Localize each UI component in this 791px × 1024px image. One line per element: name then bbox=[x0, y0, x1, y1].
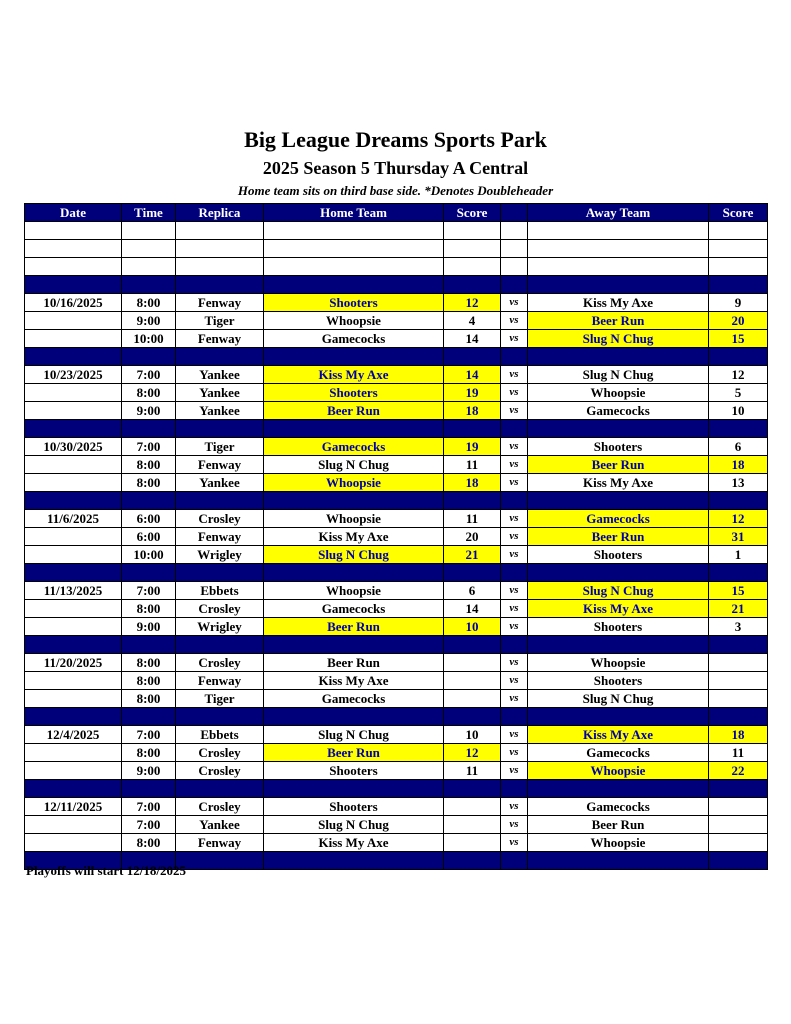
game-replica: Fenway bbox=[176, 528, 264, 546]
away-team: Shooters bbox=[528, 438, 709, 456]
away-team: Shooters bbox=[528, 672, 709, 690]
game-time: 8:00 bbox=[122, 654, 176, 672]
game-date bbox=[25, 402, 122, 420]
game-date bbox=[25, 384, 122, 402]
game-time: 7:00 bbox=[122, 798, 176, 816]
away-score: 20 bbox=[709, 312, 768, 330]
away-team: Beer Run bbox=[528, 816, 709, 834]
vs-label: vs bbox=[501, 312, 528, 330]
game-time: 8:00 bbox=[122, 294, 176, 312]
vs-label: vs bbox=[501, 816, 528, 834]
game-row bbox=[25, 726, 768, 744]
away-team: Kiss My Axe bbox=[528, 474, 709, 492]
home-score: 11 bbox=[444, 510, 501, 528]
game-replica: Fenway bbox=[176, 456, 264, 474]
vs-label: vs bbox=[501, 762, 528, 780]
vs-label: vs bbox=[501, 672, 528, 690]
away-score: 12 bbox=[709, 510, 768, 528]
game-date bbox=[25, 528, 122, 546]
away-score: 5 bbox=[709, 384, 768, 402]
away-score bbox=[709, 690, 768, 708]
game-row bbox=[25, 690, 768, 708]
game-time: 10:00 bbox=[122, 546, 176, 564]
away-team: Whoopsie bbox=[528, 654, 709, 672]
home-team: Gamecocks bbox=[264, 438, 444, 456]
game-time: 10:00 bbox=[122, 330, 176, 348]
away-team: Whoopsie bbox=[528, 384, 709, 402]
game-date: 11/6/2025 bbox=[25, 510, 122, 528]
game-row bbox=[25, 762, 768, 780]
game-time: 8:00 bbox=[122, 384, 176, 402]
game-time: 6:00 bbox=[122, 510, 176, 528]
game-replica: Yankee bbox=[176, 366, 264, 384]
game-row bbox=[25, 312, 768, 330]
game-row bbox=[25, 366, 768, 384]
away-team: Kiss My Axe bbox=[528, 294, 709, 312]
home-score: 14 bbox=[444, 600, 501, 618]
home-team: Kiss My Axe bbox=[264, 366, 444, 384]
home-team: Shooters bbox=[264, 384, 444, 402]
home-team: Beer Run bbox=[264, 618, 444, 636]
vs-label: vs bbox=[501, 474, 528, 492]
home-team: Kiss My Axe bbox=[264, 672, 444, 690]
vs-label: vs bbox=[501, 456, 528, 474]
home-team: Slug N Chug bbox=[264, 726, 444, 744]
week-separator bbox=[25, 420, 768, 438]
away-score: 12 bbox=[709, 366, 768, 384]
away-team: Beer Run bbox=[528, 456, 709, 474]
game-row bbox=[25, 672, 768, 690]
schedule-table bbox=[24, 203, 768, 870]
away-score: 10 bbox=[709, 402, 768, 420]
game-date bbox=[25, 618, 122, 636]
game-replica: Tiger bbox=[176, 312, 264, 330]
away-team: Slug N Chug bbox=[528, 366, 709, 384]
away-score: 6 bbox=[709, 438, 768, 456]
col-replica: Replica bbox=[176, 204, 264, 222]
game-date: 10/23/2025 bbox=[25, 366, 122, 384]
away-score: 18 bbox=[709, 726, 768, 744]
game-replica: Tiger bbox=[176, 438, 264, 456]
away-team: Shooters bbox=[528, 618, 709, 636]
game-date bbox=[25, 600, 122, 618]
home-team: Kiss My Axe bbox=[264, 834, 444, 852]
away-team: Beer Run bbox=[528, 312, 709, 330]
game-row bbox=[25, 330, 768, 348]
game-time: 7:00 bbox=[122, 438, 176, 456]
game-time: 6:00 bbox=[122, 528, 176, 546]
vs-label: vs bbox=[501, 690, 528, 708]
col-home-team: Home Team bbox=[264, 204, 444, 222]
game-replica: Wrigley bbox=[176, 618, 264, 636]
home-score: 11 bbox=[444, 762, 501, 780]
home-team: Slug N Chug bbox=[264, 816, 444, 834]
away-score: 3 bbox=[709, 618, 768, 636]
week-separator bbox=[25, 564, 768, 582]
blank-row bbox=[25, 222, 768, 240]
game-replica: Crosley bbox=[176, 510, 264, 528]
home-score: 18 bbox=[444, 474, 501, 492]
home-team: Beer Run bbox=[264, 744, 444, 762]
game-replica: Crosley bbox=[176, 654, 264, 672]
away-team: Gamecocks bbox=[528, 402, 709, 420]
vs-label: vs bbox=[501, 294, 528, 312]
away-team: Kiss My Axe bbox=[528, 726, 709, 744]
away-score: 21 bbox=[709, 600, 768, 618]
game-time: 9:00 bbox=[122, 762, 176, 780]
away-score: 22 bbox=[709, 762, 768, 780]
away-score: 13 bbox=[709, 474, 768, 492]
away-score: 18 bbox=[709, 456, 768, 474]
game-row bbox=[25, 384, 768, 402]
week-separator bbox=[25, 708, 768, 726]
away-team: Slug N Chug bbox=[528, 690, 709, 708]
home-score: 4 bbox=[444, 312, 501, 330]
blank-row bbox=[25, 258, 768, 276]
home-team: Whoopsie bbox=[264, 510, 444, 528]
game-row bbox=[25, 528, 768, 546]
vs-label: vs bbox=[501, 528, 528, 546]
game-date bbox=[25, 456, 122, 474]
game-replica: Fenway bbox=[176, 834, 264, 852]
home-team: Slug N Chug bbox=[264, 546, 444, 564]
col-vs bbox=[501, 204, 528, 222]
game-time: 8:00 bbox=[122, 744, 176, 762]
col-home-score: Score bbox=[444, 204, 501, 222]
home-team: Gamecocks bbox=[264, 600, 444, 618]
home-score: 10 bbox=[444, 726, 501, 744]
game-row bbox=[25, 438, 768, 456]
game-date: 11/13/2025 bbox=[25, 582, 122, 600]
game-date bbox=[25, 672, 122, 690]
home-team: Shooters bbox=[264, 762, 444, 780]
home-score bbox=[444, 672, 501, 690]
away-score: 11 bbox=[709, 744, 768, 762]
game-row bbox=[25, 294, 768, 312]
vs-label: vs bbox=[501, 834, 528, 852]
page-title: Big League Dreams Sports Park bbox=[244, 127, 547, 152]
home-score: 11 bbox=[444, 456, 501, 474]
away-score bbox=[709, 816, 768, 834]
game-row bbox=[25, 744, 768, 762]
away-team: Shooters bbox=[528, 546, 709, 564]
home-score: 14 bbox=[444, 330, 501, 348]
game-date: 12/4/2025 bbox=[25, 726, 122, 744]
game-row bbox=[25, 510, 768, 528]
game-time: 9:00 bbox=[122, 312, 176, 330]
seating-note: Home team sits on third base side. *Denotes Doubleheader bbox=[237, 183, 554, 198]
home-score: 21 bbox=[444, 546, 501, 564]
game-row bbox=[25, 600, 768, 618]
game-time: 7:00 bbox=[122, 366, 176, 384]
vs-label: vs bbox=[501, 618, 528, 636]
home-team: Gamecocks bbox=[264, 330, 444, 348]
game-replica: Crosley bbox=[176, 798, 264, 816]
game-replica: Yankee bbox=[176, 384, 264, 402]
away-team: Slug N Chug bbox=[528, 582, 709, 600]
home-team: Whoopsie bbox=[264, 582, 444, 600]
game-row bbox=[25, 474, 768, 492]
home-team: Whoopsie bbox=[264, 474, 444, 492]
season-subtitle: 2025 Season 5 Thursday A Central bbox=[262, 158, 529, 178]
game-row bbox=[25, 618, 768, 636]
playoffs-note: Playoffs will start 12/18/2025 bbox=[26, 863, 186, 878]
home-score: 19 bbox=[444, 384, 501, 402]
schedule-body bbox=[25, 222, 768, 870]
game-date bbox=[25, 330, 122, 348]
home-score: 6 bbox=[444, 582, 501, 600]
game-time: 8:00 bbox=[122, 474, 176, 492]
away-score: 15 bbox=[709, 582, 768, 600]
game-date bbox=[25, 834, 122, 852]
home-team: Kiss My Axe bbox=[264, 528, 444, 546]
game-date bbox=[25, 474, 122, 492]
game-date: 12/11/2025 bbox=[25, 798, 122, 816]
game-time: 7:00 bbox=[122, 582, 176, 600]
away-team: Whoopsie bbox=[528, 834, 709, 852]
away-score bbox=[709, 834, 768, 852]
game-row bbox=[25, 402, 768, 420]
game-date bbox=[25, 744, 122, 762]
week-separator bbox=[25, 780, 768, 798]
home-score bbox=[444, 798, 501, 816]
game-replica: Yankee bbox=[176, 816, 264, 834]
week-separator bbox=[25, 348, 768, 366]
game-date: 11/20/2025 bbox=[25, 654, 122, 672]
vs-label: vs bbox=[501, 600, 528, 618]
vs-label: vs bbox=[501, 438, 528, 456]
game-row bbox=[25, 834, 768, 852]
home-score: 12 bbox=[444, 744, 501, 762]
home-team: Beer Run bbox=[264, 654, 444, 672]
away-team: Whoopsie bbox=[528, 762, 709, 780]
home-score bbox=[444, 816, 501, 834]
game-date: 10/16/2025 bbox=[25, 294, 122, 312]
game-date bbox=[25, 690, 122, 708]
away-team: Gamecocks bbox=[528, 798, 709, 816]
game-replica: Fenway bbox=[176, 330, 264, 348]
vs-label: vs bbox=[501, 582, 528, 600]
game-replica: Fenway bbox=[176, 294, 264, 312]
home-team: Whoopsie bbox=[264, 312, 444, 330]
game-time: 9:00 bbox=[122, 402, 176, 420]
game-row bbox=[25, 456, 768, 474]
away-score: 9 bbox=[709, 294, 768, 312]
game-replica: Wrigley bbox=[176, 546, 264, 564]
header-row bbox=[25, 204, 768, 222]
game-replica: Yankee bbox=[176, 474, 264, 492]
game-time: 7:00 bbox=[122, 816, 176, 834]
game-replica: Yankee bbox=[176, 402, 264, 420]
away-score bbox=[709, 672, 768, 690]
blank-row bbox=[25, 240, 768, 258]
vs-label: vs bbox=[501, 402, 528, 420]
away-team: Slug N Chug bbox=[528, 330, 709, 348]
game-replica: Crosley bbox=[176, 744, 264, 762]
vs-label: vs bbox=[501, 798, 528, 816]
home-team: Gamecocks bbox=[264, 690, 444, 708]
vs-label: vs bbox=[501, 744, 528, 762]
vs-label: vs bbox=[501, 726, 528, 744]
away-score bbox=[709, 798, 768, 816]
week-separator bbox=[25, 276, 768, 294]
away-score bbox=[709, 654, 768, 672]
home-team: Shooters bbox=[264, 798, 444, 816]
game-date bbox=[25, 312, 122, 330]
game-row bbox=[25, 582, 768, 600]
game-replica: Ebbets bbox=[176, 582, 264, 600]
game-replica: Crosley bbox=[176, 600, 264, 618]
game-time: 8:00 bbox=[122, 600, 176, 618]
away-score: 15 bbox=[709, 330, 768, 348]
away-score: 31 bbox=[709, 528, 768, 546]
vs-label: vs bbox=[501, 510, 528, 528]
game-row bbox=[25, 654, 768, 672]
game-time: 8:00 bbox=[122, 834, 176, 852]
vs-label: vs bbox=[501, 546, 528, 564]
home-score: 14 bbox=[444, 366, 501, 384]
home-score: 18 bbox=[444, 402, 501, 420]
vs-label: vs bbox=[501, 330, 528, 348]
col-time: Time bbox=[122, 204, 176, 222]
game-replica: Ebbets bbox=[176, 726, 264, 744]
game-replica: Fenway bbox=[176, 672, 264, 690]
game-date bbox=[25, 762, 122, 780]
away-team: Kiss My Axe bbox=[528, 600, 709, 618]
game-date bbox=[25, 546, 122, 564]
game-time: 7:00 bbox=[122, 726, 176, 744]
home-team: Slug N Chug bbox=[264, 456, 444, 474]
game-time: 8:00 bbox=[122, 456, 176, 474]
vs-label: vs bbox=[501, 384, 528, 402]
away-team: Beer Run bbox=[528, 528, 709, 546]
away-team: Gamecocks bbox=[528, 510, 709, 528]
week-separator bbox=[25, 492, 768, 510]
game-row bbox=[25, 546, 768, 564]
col-away-team: Away Team bbox=[528, 204, 709, 222]
away-team: Gamecocks bbox=[528, 744, 709, 762]
game-time: 8:00 bbox=[122, 690, 176, 708]
game-row bbox=[25, 798, 768, 816]
game-date bbox=[25, 816, 122, 834]
home-team: Beer Run bbox=[264, 402, 444, 420]
vs-label: vs bbox=[501, 654, 528, 672]
home-score: 10 bbox=[444, 618, 501, 636]
away-score: 1 bbox=[709, 546, 768, 564]
game-replica: Crosley bbox=[176, 762, 264, 780]
col-away-score: Score bbox=[709, 204, 768, 222]
col-date: Date bbox=[25, 204, 122, 222]
game-time: 9:00 bbox=[122, 618, 176, 636]
game-date: 10/30/2025 bbox=[25, 438, 122, 456]
home-score: 19 bbox=[444, 438, 501, 456]
home-score bbox=[444, 690, 501, 708]
game-replica: Tiger bbox=[176, 690, 264, 708]
week-separator bbox=[25, 636, 768, 654]
home-team: Shooters bbox=[264, 294, 444, 312]
home-score: 20 bbox=[444, 528, 501, 546]
home-score bbox=[444, 654, 501, 672]
home-score bbox=[444, 834, 501, 852]
game-time: 8:00 bbox=[122, 672, 176, 690]
vs-label: vs bbox=[501, 366, 528, 384]
game-row bbox=[25, 816, 768, 834]
home-score: 12 bbox=[444, 294, 501, 312]
